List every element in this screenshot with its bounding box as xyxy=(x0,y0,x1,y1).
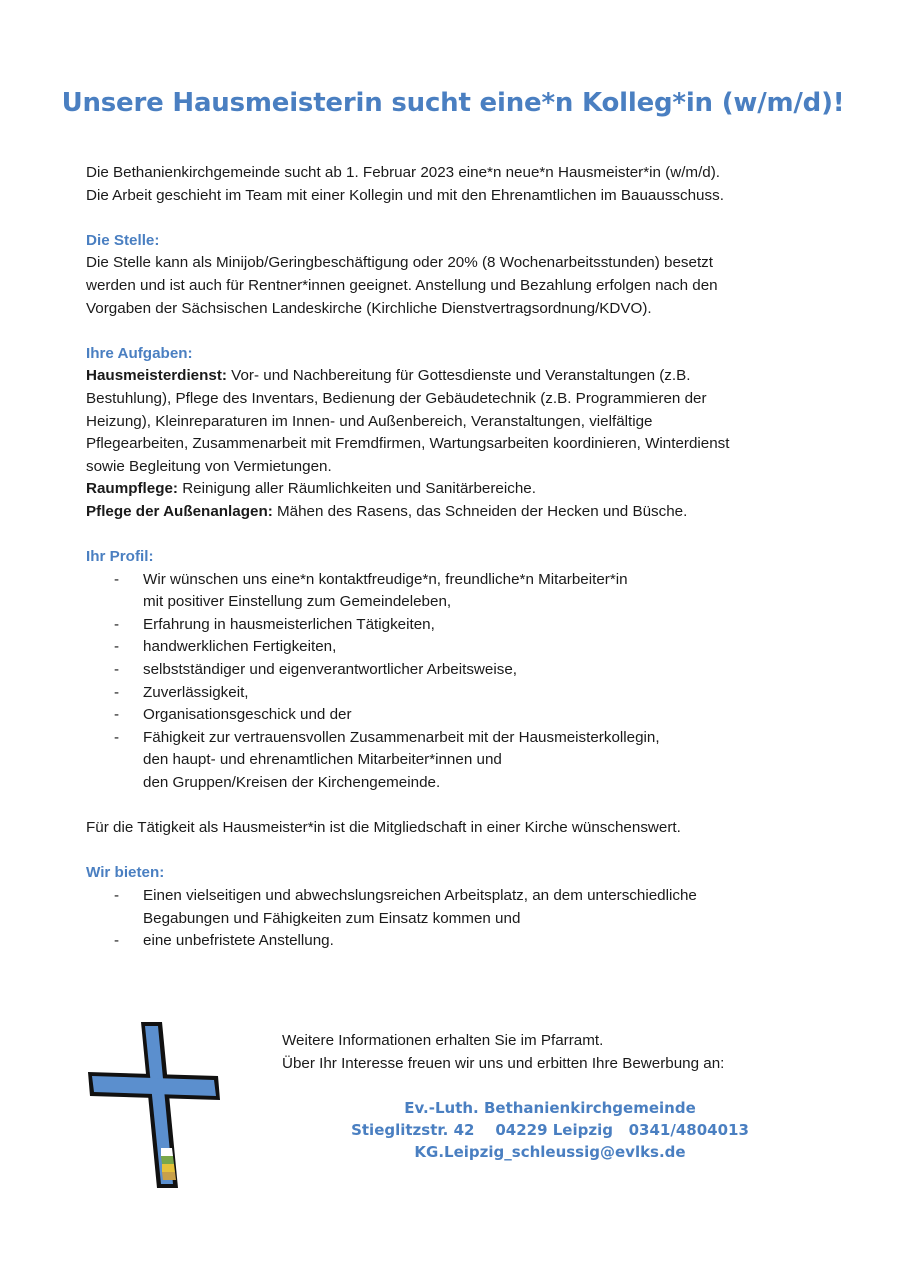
spacer xyxy=(86,840,826,863)
stelle-line: werden und ist auch für Rentner*innen geeignet. Anstellung und Bezahlung erfolgen nach den xyxy=(86,276,718,294)
profil-list xyxy=(86,569,826,795)
list-item xyxy=(86,659,826,682)
dash-bullet: - xyxy=(114,728,120,746)
spacer xyxy=(86,795,826,818)
cross-logo-icon xyxy=(86,1020,226,1190)
list-item-text: handwerklichen Fertigkeiten, xyxy=(143,638,337,656)
list-item-text: Wir wünschen uns eine*n kontaktfreudige*n, freundliche*n Mitarbeiter*in xyxy=(143,570,628,588)
list-item xyxy=(86,682,826,705)
list-item xyxy=(86,930,826,953)
list-item xyxy=(86,885,826,930)
hausmeister-label: Hausmeisterdienst: xyxy=(86,367,227,385)
contact-block xyxy=(300,1097,800,1163)
hausmeister-text: Vor- und Nachbereitung für Gottesdienste und Veranstaltungen (z.B. xyxy=(226,367,691,385)
spacer xyxy=(86,320,826,343)
raumpflege-label: Raumpflege: xyxy=(86,480,178,498)
section-heading-profil: Ihr Profil: xyxy=(86,548,154,566)
hausmeister-line: Bestuhlung), Pflege des Inventars, Bedienung der Gebäudetechnik (z.B. Programmieren der xyxy=(86,389,707,407)
list-item-text: Erfahrung in hausmeisterlichen Tätigkeiten, xyxy=(143,615,435,633)
intro-line: Die Bethanienkirchgemeinde sucht ab 1. Februar 2023 eine*n neue*n Hausmeister*in (w/m/d). xyxy=(86,164,721,181)
list-item xyxy=(86,569,826,614)
mitgliedschaft-text: Für die Tätigkeit als Hausmeister*in ist die Mitgliedschaft in einer Kirche wünschenswert. xyxy=(86,819,681,837)
dash-bullet: - xyxy=(114,570,120,588)
aufgaben-aussenanlagen xyxy=(86,501,826,524)
dash-bullet: - xyxy=(114,638,120,656)
dash-bullet: - xyxy=(114,615,120,633)
hausmeister-line: sowie Begleitung von Vermietungen. xyxy=(86,457,332,475)
dash-bullet: - xyxy=(114,932,120,950)
footer-line: Weitere Informationen erhalten Sie im Pfarramt. xyxy=(282,1032,604,1049)
list-item-text: Organisationsgeschick und der xyxy=(143,706,352,724)
bieten-list xyxy=(86,885,826,953)
contact-email[interactable]: KG.Leipzig_schleussig@evlks.de xyxy=(414,1143,686,1161)
list-item-text: mit positiver Einstellung zum Gemeindeleben, xyxy=(143,593,452,611)
aufgaben-raumpflege xyxy=(86,478,826,501)
list-item xyxy=(86,727,826,795)
contact-address: Stieglitzstr. 42 04229 Leipzig 0341/4804013 xyxy=(351,1121,749,1139)
raumpflege-text: Reinigung aller Räumlichkeiten und Sanitärbereiche. xyxy=(177,480,536,498)
spacer xyxy=(86,207,826,230)
list-item xyxy=(86,636,826,659)
list-item-text: den haupt- und ehrenamtlichen Mitarbeiter*innen und xyxy=(143,751,502,769)
dash-bullet: - xyxy=(114,706,120,724)
list-item-text: den Gruppen/Kreisen der Kirchengemeinde. xyxy=(143,774,441,792)
dash-bullet: - xyxy=(114,661,120,679)
spacer xyxy=(86,524,826,547)
main-content xyxy=(86,162,826,953)
contact-name: Ev.-Luth. Bethanienkirchgemeinde xyxy=(404,1099,696,1117)
footer-line: Über Ihr Interesse freuen wir uns und erbitten Ihre Bewerbung an: xyxy=(282,1054,725,1072)
aussenanlagen-text: Mähen des Rasens, das Schneiden der Hecken und Büsche. xyxy=(272,502,688,520)
list-item-text: Einen vielseitigen und abwechslungsreichen Arbeitsplatz, an dem unterschiedliche xyxy=(143,887,697,904)
list-item xyxy=(86,614,826,637)
aufgaben-hausmeister xyxy=(86,365,826,388)
hausmeister-line: Pflegearbeiten, Zusammenarbeit mit Fremdfirmen, Wartungsarbeiten koordinieren, Winterdienst xyxy=(86,435,730,453)
list-item-text: Fähigkeit zur vertrauensvollen Zusammenarbeit mit der Hausmeisterkollegin, xyxy=(143,728,660,746)
list-item-text: Begabungen und Fähigkeiten zum Einsatz kommen und xyxy=(143,909,521,927)
list-item-text: selbstständiger und eigenverantwortlicher Arbeitsweise, xyxy=(143,661,517,679)
hausmeister-line: Heizung), Kleinreparaturen im Innen- und Außenbereich, Veranstaltungen, vielfältige xyxy=(86,412,653,430)
dash-bullet: - xyxy=(114,683,120,701)
section-heading-bieten: Wir bieten: xyxy=(86,864,165,882)
page-title: Unsere Hausmeisterin sucht eine*n Kolleg*in (w/m/d)! xyxy=(61,88,845,118)
footer-info xyxy=(282,1030,842,1075)
list-item-text: Zuverlässigkeit, xyxy=(143,683,249,701)
section-heading-aufgaben: Ihre Aufgaben: xyxy=(86,344,193,362)
dash-bullet: - xyxy=(114,887,120,904)
list-item-text: eine unbefristete Anstellung. xyxy=(143,932,334,950)
section-heading-stelle: Die Stelle: xyxy=(86,231,160,249)
aussenanlagen-label: Pflege der Außenanlagen: xyxy=(86,502,273,520)
stelle-line: Die Stelle kann als Minijob/Geringbeschäftigung oder 20% (8 Wochenarbeitsstunden) besetzt xyxy=(86,254,713,272)
stelle-line: Vorgaben der Sächsischen Landeskirche (Kirchliche Dienstvertragsordnung/KDVO). xyxy=(86,299,652,317)
list-item xyxy=(86,704,826,727)
intro-line: Die Arbeit geschieht im Team mit einer Kollegin und mit den Ehrenamtlichen im Bauausschuss. xyxy=(86,186,724,204)
